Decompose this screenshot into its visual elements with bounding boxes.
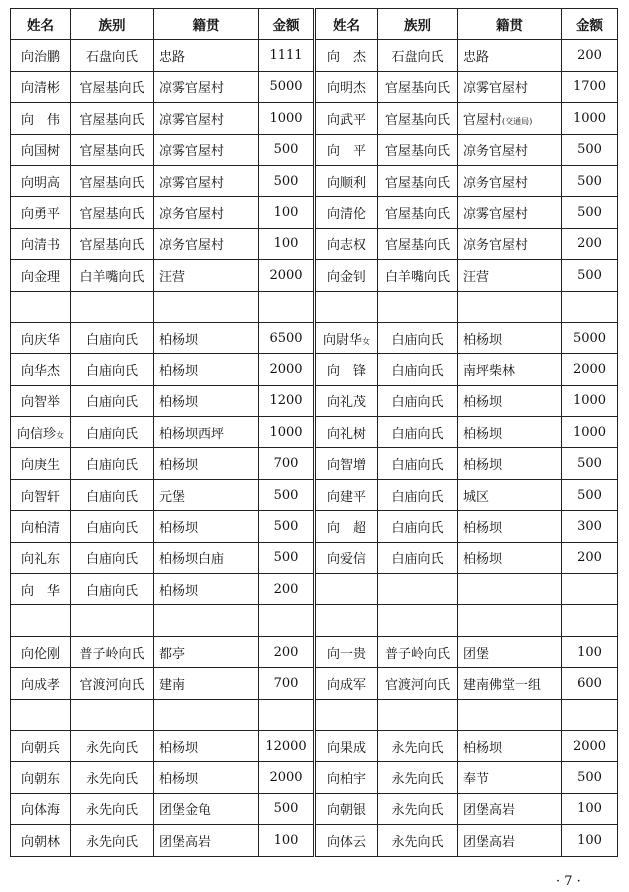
table-row — [11, 197, 618, 228]
cell-note: 女 — [362, 336, 370, 346]
amount-cell — [259, 605, 315, 636]
amount-cell: 700 — [259, 448, 315, 479]
hometown-cell: 凉雾官屋村 — [154, 165, 259, 196]
amount-cell: 1111 — [259, 40, 315, 71]
amount-cell: 500 — [562, 197, 618, 228]
name-cell: 向体海 — [11, 793, 71, 824]
clan-cell: 白庙向氏 — [378, 511, 458, 542]
hometown-cell: 凉雾官屋村 — [154, 134, 259, 165]
name-cell: 向柏宇 — [315, 762, 378, 793]
table-row — [11, 605, 618, 636]
name-cell: 向体云 — [315, 825, 378, 856]
amount-cell: 500 — [562, 448, 618, 479]
clan-cell: 永先向氏 — [378, 825, 458, 856]
hometown-cell: 柏杨坝 — [458, 448, 562, 479]
name-cell: 向清伦 — [315, 197, 378, 228]
name-cell: 向 杰 — [315, 40, 378, 71]
clan-cell: 白庙向氏 — [71, 385, 154, 416]
amount-cell: 1000 — [259, 417, 315, 448]
hometown-cell: 柏杨坝 — [154, 511, 259, 542]
name-cell: 向金理 — [11, 260, 71, 291]
hometown-cell — [154, 605, 259, 636]
amount-cell: 1000 — [562, 417, 618, 448]
name-cell: 向一贵 — [315, 636, 378, 667]
name-cell: 向志权 — [315, 228, 378, 259]
hometown-cell: 柏杨坝 — [154, 730, 259, 761]
amount-cell: 500 — [259, 134, 315, 165]
amount-cell: 1000 — [562, 385, 618, 416]
table-row — [11, 103, 618, 134]
table-row — [11, 71, 618, 102]
name-cell: 向明杰 — [315, 71, 378, 102]
hometown-cell: 柏杨坝 — [154, 762, 259, 793]
clan-cell: 白庙向氏 — [71, 448, 154, 479]
amount-cell — [562, 291, 618, 322]
name-cell: 向治鹏 — [11, 40, 71, 71]
table-row — [11, 354, 618, 385]
table-row — [11, 40, 618, 71]
name-cell: 向国树 — [11, 134, 71, 165]
clan-cell: 永先向氏 — [71, 793, 154, 824]
clan-cell: 白庙向氏 — [378, 354, 458, 385]
name-cell: 向礼茂 — [315, 385, 378, 416]
amount-cell: 2000 — [259, 762, 315, 793]
hometown-cell: 柏杨坝 — [154, 385, 259, 416]
clan-cell: 官屋基向氏 — [378, 197, 458, 228]
clan-cell: 白庙向氏 — [378, 417, 458, 448]
amount-cell: 2000 — [562, 354, 618, 385]
clan-cell: 永先向氏 — [71, 762, 154, 793]
hometown-cell: 汪营 — [154, 260, 259, 291]
clan-cell: 白庙向氏 — [378, 385, 458, 416]
name-cell: 向朝银 — [315, 793, 378, 824]
header-hometown: 籍贯 — [154, 9, 259, 40]
amount-cell: 1000 — [259, 103, 315, 134]
name-cell: 向伦刚 — [11, 636, 71, 667]
hometown-cell: 柏杨坝 — [458, 511, 562, 542]
amount-cell — [562, 699, 618, 730]
name-cell: 向清书 — [11, 228, 71, 259]
hometown-cell: 城区 — [458, 479, 562, 510]
amount-cell — [562, 574, 618, 605]
clan-cell: 白庙向氏 — [71, 511, 154, 542]
amount-cell: 100 — [562, 636, 618, 667]
clan-cell — [378, 699, 458, 730]
name-cell — [11, 699, 71, 730]
name-cell: 向礼东 — [11, 542, 71, 573]
name-cell: 向 平 — [315, 134, 378, 165]
cell-note: 女 — [56, 430, 64, 440]
name-cell — [315, 574, 378, 605]
hometown-cell — [154, 291, 259, 322]
hometown-cell: 柏杨坝 — [154, 574, 259, 605]
clan-cell: 官渡河向氏 — [378, 668, 458, 699]
hometown-cell: 凉务官屋村 — [154, 228, 259, 259]
name-cell: 向华杰 — [11, 354, 71, 385]
amount-cell: 700 — [259, 668, 315, 699]
table-row — [11, 165, 618, 196]
name-cell: 向 华 — [11, 574, 71, 605]
hometown-cell: 柏杨坝西坪 — [154, 417, 259, 448]
table-row — [11, 322, 618, 353]
table-row — [11, 479, 618, 510]
name-cell: 向清彬 — [11, 71, 71, 102]
amount-cell: 500 — [259, 165, 315, 196]
name-cell: 向智举 — [11, 385, 71, 416]
amount-cell: 5000 — [259, 71, 315, 102]
name-cell: 向朝兵 — [11, 730, 71, 761]
header-name: 姓名 — [11, 9, 71, 40]
name-cell: 向顺利 — [315, 165, 378, 196]
hometown-cell: 官屋村(交通局) — [458, 103, 562, 134]
clan-cell: 白庙向氏 — [71, 542, 154, 573]
amount-cell: 200 — [259, 574, 315, 605]
amount-cell: 500 — [562, 762, 618, 793]
table-row — [11, 291, 618, 322]
clan-cell: 永先向氏 — [378, 762, 458, 793]
name-cell: 向朝林 — [11, 825, 71, 856]
hometown-cell: 汪营 — [458, 260, 562, 291]
hometown-cell: 凉雾官屋村 — [154, 103, 259, 134]
hometown-cell: 忠路 — [458, 40, 562, 71]
name-cell — [315, 291, 378, 322]
clan-cell: 官屋基向氏 — [71, 134, 154, 165]
hometown-cell: 柏杨坝 — [458, 417, 562, 448]
name-cell: 向成军 — [315, 668, 378, 699]
clan-cell: 官屋基向氏 — [378, 165, 458, 196]
name-cell: 向 超 — [315, 511, 378, 542]
amount-cell: 500 — [562, 165, 618, 196]
amount-cell: 6500 — [259, 322, 315, 353]
hometown-cell: 柏杨坝 — [154, 448, 259, 479]
amount-cell: 300 — [562, 511, 618, 542]
amount-cell: 100 — [259, 197, 315, 228]
hometown-cell: 柏杨坝白庙 — [154, 542, 259, 573]
clan-cell: 白庙向氏 — [378, 479, 458, 510]
amount-cell: 200 — [562, 228, 618, 259]
clan-cell: 普子岭向氏 — [71, 636, 154, 667]
hometown-cell: 团堡 — [458, 636, 562, 667]
name-cell: 向果成 — [315, 730, 378, 761]
header-name: 姓名 — [315, 9, 378, 40]
name-cell: 向庚生 — [11, 448, 71, 479]
hometown-cell: 团堡高岩 — [458, 793, 562, 824]
clan-cell: 白庙向氏 — [71, 354, 154, 385]
hometown-cell — [458, 291, 562, 322]
amount-cell: 200 — [562, 542, 618, 573]
amount-cell: 100 — [259, 825, 315, 856]
clan-cell: 永先向氏 — [378, 730, 458, 761]
hometown-cell: 建南佛堂一组 — [458, 668, 562, 699]
header-clan: 族别 — [71, 9, 154, 40]
clan-cell: 官屋基向氏 — [378, 103, 458, 134]
clan-cell: 官屋基向氏 — [378, 134, 458, 165]
table-row — [11, 699, 618, 730]
table-row — [11, 417, 618, 448]
hometown-cell — [458, 574, 562, 605]
amount-cell: 500 — [259, 511, 315, 542]
hometown-cell: 奉节 — [458, 762, 562, 793]
name-cell: 向朝东 — [11, 762, 71, 793]
table-row — [11, 228, 618, 259]
clan-cell: 白庙向氏 — [378, 448, 458, 479]
hometown-cell: 柏杨坝 — [458, 322, 562, 353]
name-cell: 向武平 — [315, 103, 378, 134]
amount-cell: 200 — [562, 40, 618, 71]
name-cell: 向信珍女 — [11, 417, 71, 448]
clan-cell: 白庙向氏 — [71, 322, 154, 353]
clan-cell: 白庙向氏 — [71, 574, 154, 605]
name-cell — [315, 699, 378, 730]
amount-cell: 200 — [259, 636, 315, 667]
hometown-cell — [458, 605, 562, 636]
amount-cell: 1000 — [562, 103, 618, 134]
clan-cell: 石盘向氏 — [378, 40, 458, 71]
hometown-cell: 凉务官屋村 — [458, 228, 562, 259]
name-cell: 向 锋 — [315, 354, 378, 385]
name-cell: 向柏清 — [11, 511, 71, 542]
name-cell — [315, 605, 378, 636]
table-row — [11, 260, 618, 291]
table-row — [11, 511, 618, 542]
hometown-cell: 凉务官屋村 — [458, 165, 562, 196]
table-row — [11, 793, 618, 824]
amount-cell: 12000 — [259, 730, 315, 761]
hometown-cell: 柏杨坝 — [458, 542, 562, 573]
clan-cell: 白羊嘴向氏 — [378, 260, 458, 291]
header-row — [11, 9, 618, 40]
amount-cell: 500 — [562, 479, 618, 510]
hometown-cell: 凉雾官屋村 — [458, 71, 562, 102]
clan-cell: 白庙向氏 — [71, 479, 154, 510]
clan-cell — [71, 291, 154, 322]
name-cell — [11, 291, 71, 322]
amount-cell: 100 — [259, 228, 315, 259]
name-cell: 向勇平 — [11, 197, 71, 228]
amount-cell: 100 — [562, 793, 618, 824]
hometown-cell — [458, 699, 562, 730]
hometown-cell: 忠路 — [154, 40, 259, 71]
hometown-cell: 团堡高岩 — [154, 825, 259, 856]
clan-cell: 官屋基向氏 — [378, 228, 458, 259]
table-row — [11, 668, 618, 699]
clan-cell — [71, 605, 154, 636]
header-amount: 金额 — [259, 9, 315, 40]
clan-cell: 永先向氏 — [71, 825, 154, 856]
amount-cell: 100 — [562, 825, 618, 856]
hometown-cell: 都亭 — [154, 636, 259, 667]
hometown-cell — [154, 699, 259, 730]
amount-cell: 1700 — [562, 71, 618, 102]
hometown-cell: 建南 — [154, 668, 259, 699]
clan-cell: 官屋基向氏 — [71, 165, 154, 196]
clan-cell: 官屋基向氏 — [71, 228, 154, 259]
name-cell: 向智轩 — [11, 479, 71, 510]
amount-cell: 2000 — [562, 730, 618, 761]
amount-cell: 600 — [562, 668, 618, 699]
table-row — [11, 636, 618, 667]
hometown-cell: 柏杨坝 — [458, 385, 562, 416]
clan-cell — [378, 574, 458, 605]
amount-cell: 500 — [259, 542, 315, 573]
hometown-cell: 柏杨坝 — [154, 322, 259, 353]
clan-cell — [378, 605, 458, 636]
name-cell: 向庆华 — [11, 322, 71, 353]
name-cell: 向建平 — [315, 479, 378, 510]
hometown-cell: 团堡金龟 — [154, 793, 259, 824]
clan-cell: 永先向氏 — [378, 793, 458, 824]
clan-cell: 白羊嘴向氏 — [71, 260, 154, 291]
table-row — [11, 542, 618, 573]
name-cell — [11, 605, 71, 636]
hometown-cell: 南坪柴林 — [458, 354, 562, 385]
amount-cell: 500 — [259, 479, 315, 510]
amount-cell: 2000 — [259, 354, 315, 385]
amount-cell — [259, 699, 315, 730]
amount-cell — [259, 291, 315, 322]
name-cell: 向尉华女 — [315, 322, 378, 353]
header-clan: 族别 — [378, 9, 458, 40]
cell-note: (交通局) — [502, 116, 533, 126]
name-cell: 向爱信 — [315, 542, 378, 573]
amount-cell: 5000 — [562, 322, 618, 353]
clan-cell: 官屋基向氏 — [378, 71, 458, 102]
clan-cell: 白庙向氏 — [378, 322, 458, 353]
hometown-cell: 凉务官屋村 — [154, 197, 259, 228]
table-row — [11, 730, 618, 761]
name-cell: 向礼树 — [315, 417, 378, 448]
table-row — [11, 448, 618, 479]
amount-cell: 1200 — [259, 385, 315, 416]
hometown-cell: 团堡高岩 — [458, 825, 562, 856]
clan-cell: 官渡河向氏 — [71, 668, 154, 699]
hometown-cell: 凉雾官屋村 — [154, 71, 259, 102]
hometown-cell: 柏杨坝 — [154, 354, 259, 385]
amount-cell: 500 — [562, 134, 618, 165]
table-row — [11, 134, 618, 165]
page-number: · 7 · — [556, 874, 581, 889]
name-cell: 向成孝 — [11, 668, 71, 699]
name-cell: 向 伟 — [11, 103, 71, 134]
table-row — [11, 385, 618, 416]
clan-cell: 永先向氏 — [71, 730, 154, 761]
clan-cell — [71, 699, 154, 730]
name-cell: 向明高 — [11, 165, 71, 196]
header-hometown: 籍贯 — [458, 9, 562, 40]
hometown-cell: 柏杨坝 — [458, 730, 562, 761]
clan-cell: 官屋基向氏 — [71, 197, 154, 228]
clan-cell: 白庙向氏 — [71, 417, 154, 448]
amount-cell: 2000 — [259, 260, 315, 291]
hometown-cell: 元堡 — [154, 479, 259, 510]
table-row — [11, 574, 618, 605]
donation-table — [10, 8, 618, 857]
clan-cell: 官屋基向氏 — [71, 71, 154, 102]
hometown-cell: 凉雾官屋村 — [458, 197, 562, 228]
name-cell: 向金钊 — [315, 260, 378, 291]
clan-cell: 官屋基向氏 — [71, 103, 154, 134]
clan-cell — [378, 291, 458, 322]
name-cell: 向智增 — [315, 448, 378, 479]
table-row — [11, 825, 618, 856]
table-row — [11, 762, 618, 793]
clan-cell: 白庙向氏 — [378, 542, 458, 573]
amount-cell: 500 — [259, 793, 315, 824]
clan-cell: 石盘向氏 — [71, 40, 154, 71]
amount-cell — [562, 605, 618, 636]
hometown-cell: 凉务官屋村 — [458, 134, 562, 165]
clan-cell: 普子岭向氏 — [378, 636, 458, 667]
header-amount: 金额 — [562, 9, 618, 40]
amount-cell: 500 — [562, 260, 618, 291]
